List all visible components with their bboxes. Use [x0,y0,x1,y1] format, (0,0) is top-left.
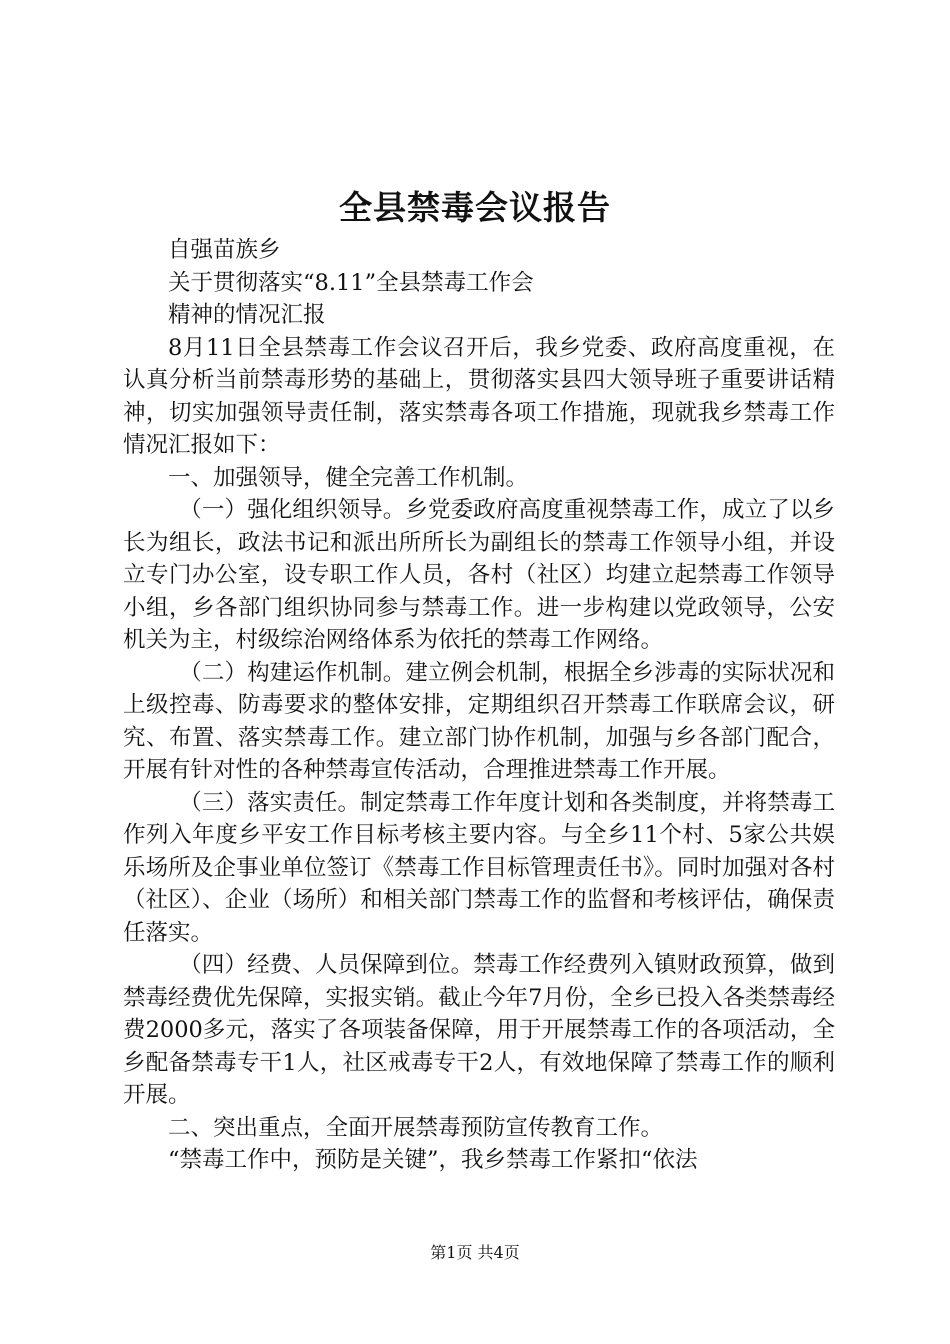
document-title: 全县禁毒会议报告 [339,188,611,227]
subsection-paragraph-3: （三）落实责任。制定禁毒工作年度计划和各类制度，并将禁毒工作列入年度乡平安工作目标考核主要内容。与全乡11个村、5家公共娱乐场所及企事业单位签订《禁毒工作目标管理责任书》。同时加强对各村（社区）、企业（场所）和相关部门禁毒工作的监督和考核评估，确保责任落实。 [123,789,835,946]
intro-paragraph: 8月11日全县禁毒工作会议召开后，我乡党委、政府高度重视，在认真分析当前禁毒形势的基础上，贯彻落实县四大领导班子重要讲话精神，切实加强领导责任制，落实禁毒各项工作措施，现就我乡禁毒工作情况汇报如下： [123,334,835,458]
subsection-paragraph-1: （一）强化组织领导。乡党委政府高度重视禁毒工作，成立了以乡长为组长，政法书记和派出所所长为副组长的禁毒工作领导小组，并设立专门办公室，设专职工作人员，各村（社区）均建立起禁毒工作领导小组，乡各部门组织协同参与禁毒工作。进一步构建以党政领导，公安机关为主，村级综治网络体系为依托的禁毒工作网络。 [123,497,835,653]
section-heading-2: 二、突出重点，全面开展禁毒预防宣传教育工作。 [168,1114,664,1141]
report-heading-line-2: 精神的情况汇报 [168,302,326,328]
org-name: 自强苗族乡 [168,237,281,263]
subsection-paragraph-4: （四）经费、人员保障到位。禁毒工作经费列入镇财政预算，做到禁毒经费优先保障，实报实销。截止今年7月份，全乡已投入各类禁毒经费2000多元，落实了各项装备保障，用于开展禁毒工作的各项活动，全乡配备禁毒专干1人，社区戒毒专干2人，有效地保障了禁毒工作的顺利开展。 [123,952,835,1108]
page-number-footer: 第1页 共4页 [430,1243,520,1262]
report-heading-line-1: 关于贯彻落实“8.11”全县禁毒工作会 [168,269,534,296]
subsection-paragraph-2: （二）构建运作机制。建立例会机制，根据全乡涉毒的实际状况和上级控毒、防毒要求的整体安排，定期组织召开禁毒工作联席会议，研究、布置、落实禁毒工作。建立部门协作机制，加强与乡各部门配合，开展有针对性的各种禁毒宣传活动，合理推进禁毒工作开展。 [123,659,835,783]
section-heading-1: 一、加强领导，健全完善工作机制。 [168,464,529,491]
section-2-paragraph: “禁毒工作中，预防是关键”，我乡禁毒工作紧扣“依法 [168,1147,698,1173]
document-body [123,234,835,1177]
